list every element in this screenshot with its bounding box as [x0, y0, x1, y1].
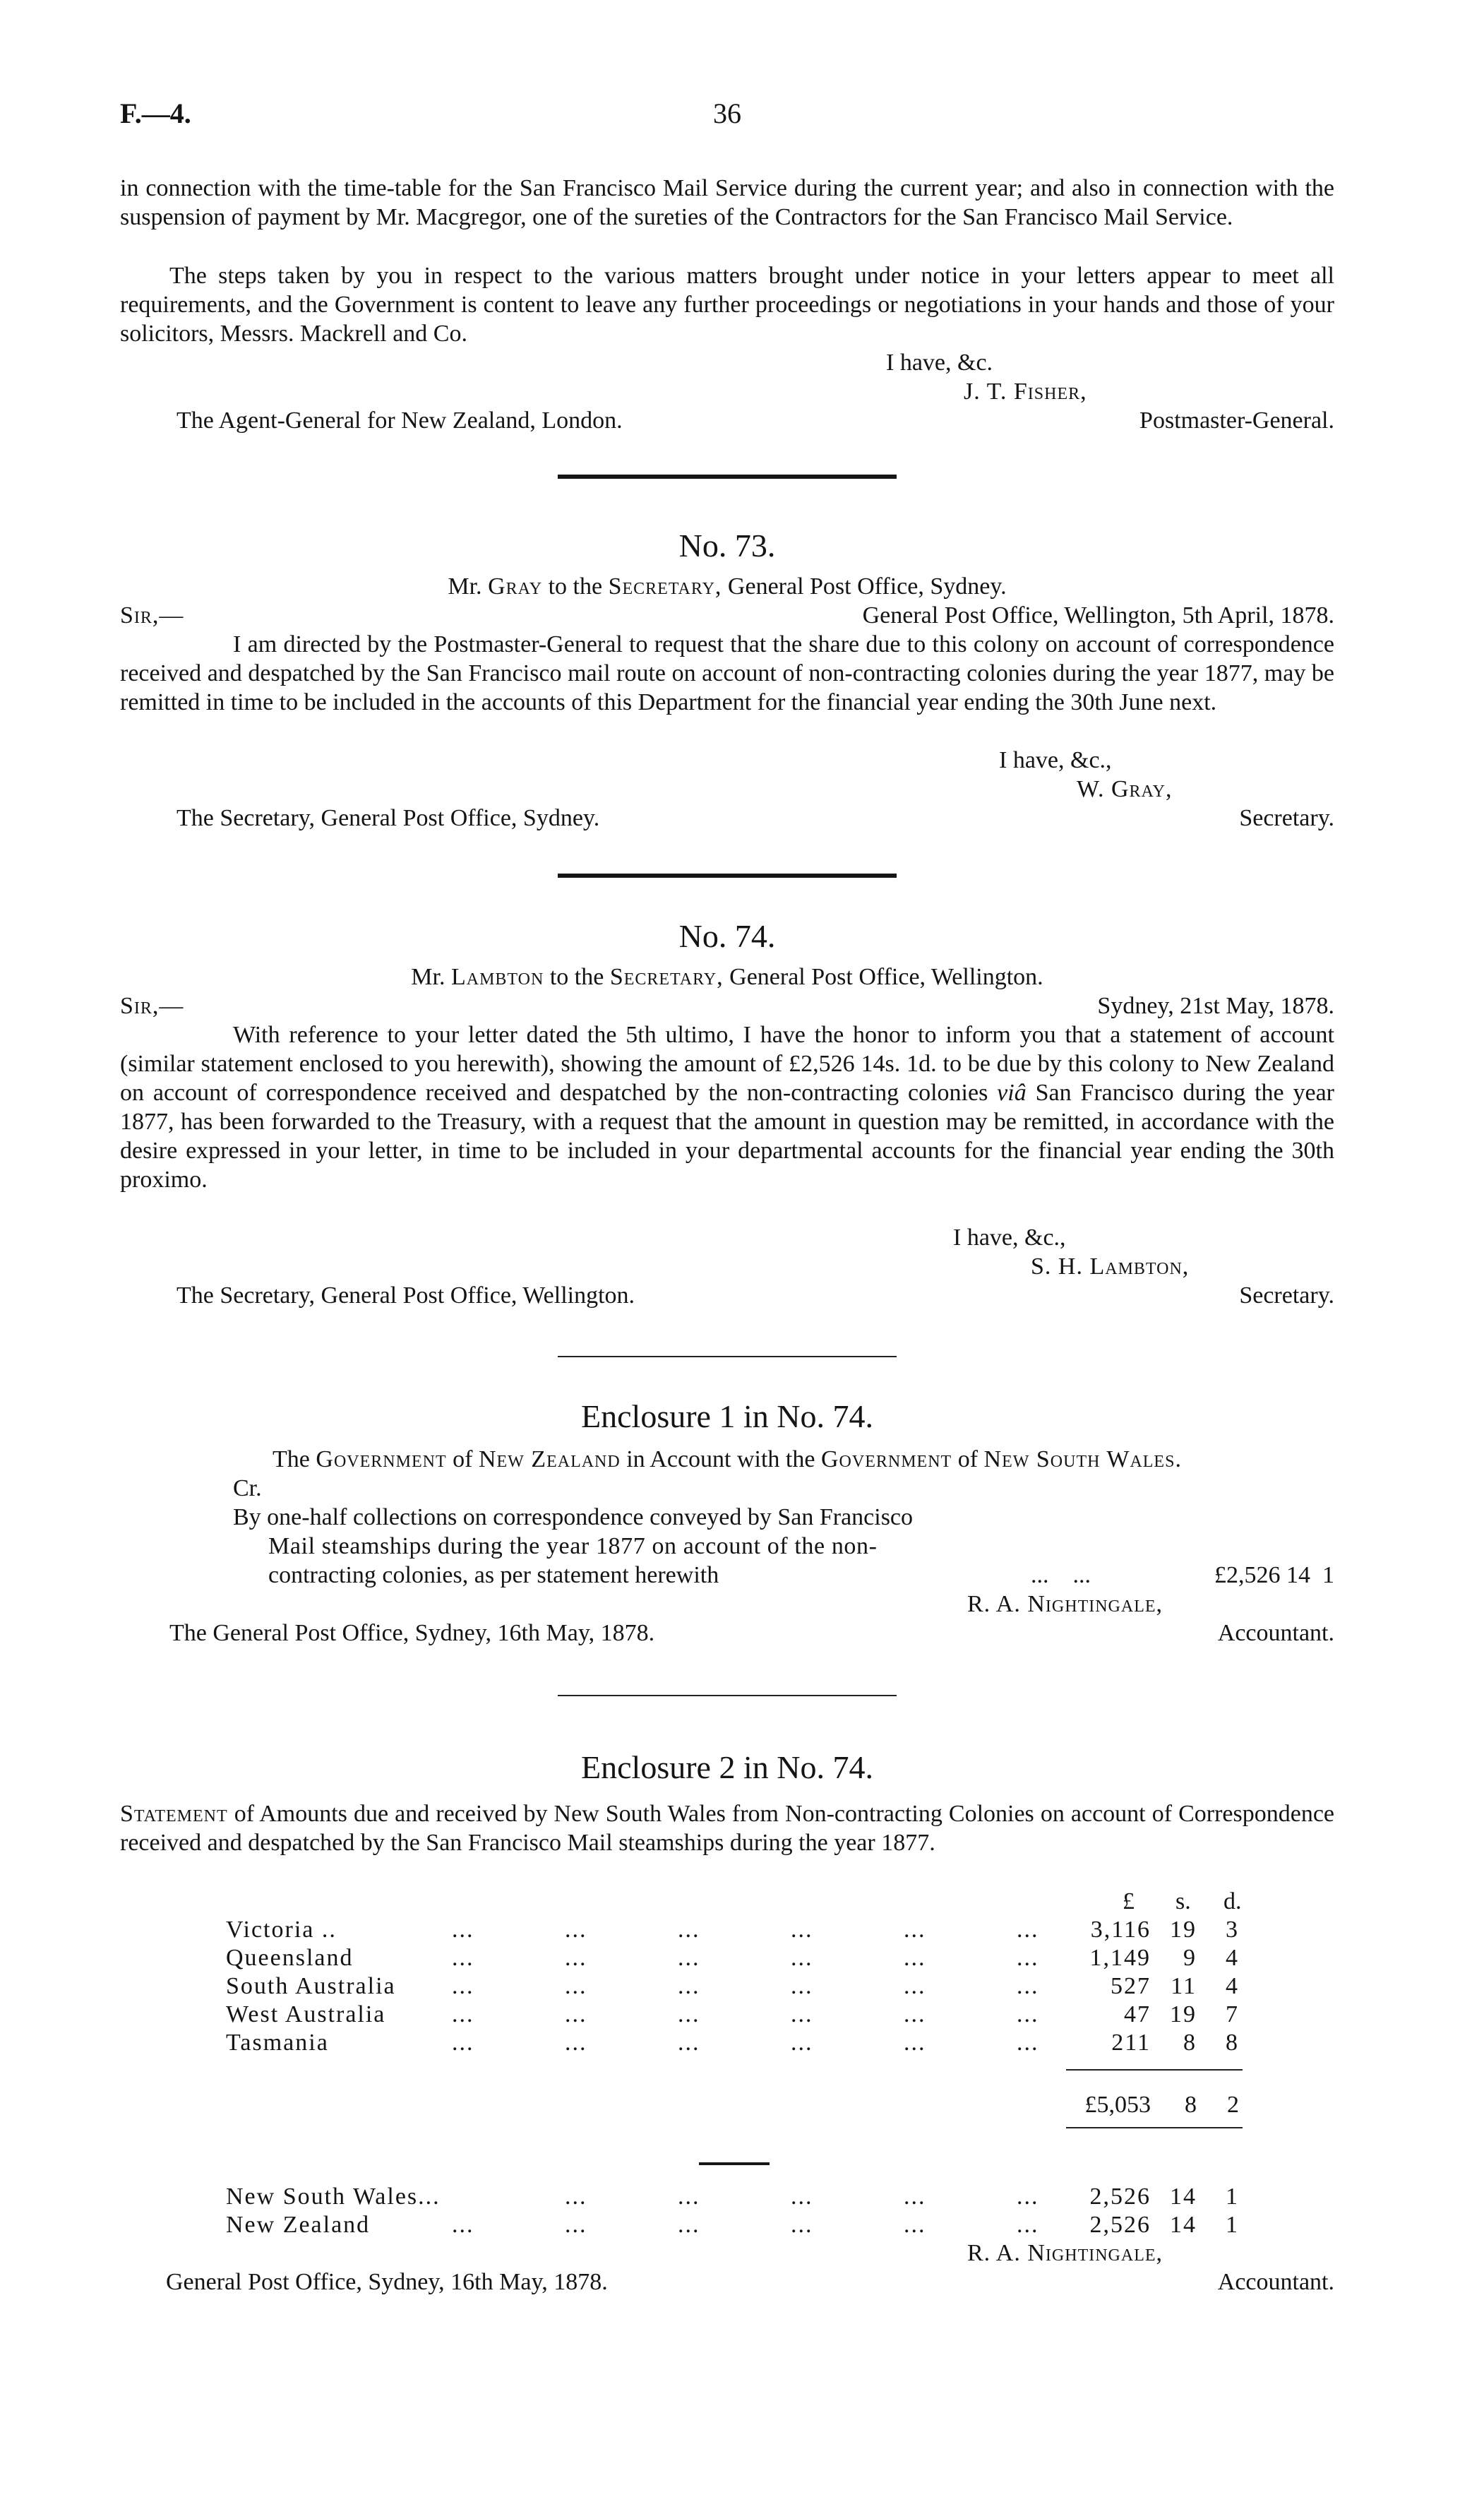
enclosure-1-title-of-2: of [957, 1446, 979, 1472]
leader-dots: ... [904, 2184, 926, 2210]
enclosure-1-title-government-2: Government [820, 1446, 952, 1472]
amount-pence: 3 [1226, 1917, 1239, 1943]
column-header-pounds: £ [1123, 1888, 1135, 1914]
table-row [120, 1972, 1334, 2001]
enclosure-1-title: Accountant. [1217, 1620, 1334, 1646]
amount-shillings: 14 [1170, 2212, 1197, 2238]
enclosure-1-place-date: The General Post Office, Sydney, 16th May, 1878. [169, 1620, 655, 1646]
enclosure-1-account-title [120, 1445, 1334, 1474]
amount-pounds: 1,149 [1089, 1945, 1151, 1971]
amount-shillings: 14 [1170, 2184, 1197, 2210]
continuation-signature: J. T. Fisher, [964, 379, 1087, 405]
leader-dots: ... [1017, 2001, 1039, 2027]
enclosure-2-intro-lead: Statement [120, 1801, 228, 1827]
letter-74-to-name: Secretary, [609, 964, 724, 990]
table-row [120, 2210, 1334, 2239]
enclosure-2-heading: Enclosure 2 in No. 74. [581, 1749, 873, 1785]
leader-dots: ... [565, 2001, 587, 2027]
amount-pounds: 47 [1124, 2001, 1151, 2027]
leader-dots: ... [904, 1917, 926, 1943]
amount-pence: 4 [1226, 1945, 1239, 1971]
leader-dots: ... [904, 2212, 926, 2238]
amount-shillings: 8 [1183, 2030, 1197, 2056]
amount-pounds: 527 [1111, 1973, 1151, 1999]
letter-73-from-name: Gray [488, 573, 543, 600]
letter-74-body-part-2: San Francisco during the year 1877, has been forwarded to the Treasury, with a request that the amount in question may be remitted, in accordance with the desire expressed in your letter, in time to be included in your departmental accounts for the financial year ending the 30th proximo. [120, 1080, 1334, 1193]
colony-name: Queensland [226, 1945, 354, 1971]
continuation-closing: I have, &c. [886, 350, 993, 376]
column-header-shillings: s. [1175, 1888, 1191, 1914]
letter-74-closing: I have, &c., [953, 1225, 1066, 1251]
column-header-pence: d. [1223, 1888, 1242, 1914]
colony-name: New South Wales... [226, 2184, 441, 2210]
leader-dots: ... [1017, 1945, 1039, 1971]
total-pounds: £5,053 [1084, 2092, 1151, 2118]
letter-73-signature: W. Gray, [1077, 776, 1173, 802]
letter-74-body-part-1: With reference to your letter dated the 5th ultimo, I have the honor to inform you that a statement of account (similar statement enclosed to you herewith), showing the amount of £2,526 14s. 1d. to be due by this colony to New Zealand on account of correspondence received and despatched by the non-contracting colonies [120, 1022, 1334, 1106]
total-row [120, 2090, 1334, 2119]
enclosure-1-item-amount: £2,526 14 1 [1214, 1562, 1334, 1588]
leader-dots: ... [1017, 2184, 1039, 2210]
continuation-addressee: The Agent-General for New Zealand, London. [176, 407, 623, 434]
section-divider [558, 1695, 897, 1696]
leader-dots: ... [791, 2184, 813, 2210]
total-rule-top [1066, 2069, 1243, 2071]
amount-pounds: 2,526 [1089, 2212, 1151, 2238]
letter-74-to-word: to the [549, 964, 604, 990]
leader-dots: ... [904, 1973, 926, 1999]
leader-dots: ... [904, 2030, 926, 2056]
leader-dots: ... [791, 2001, 813, 2027]
amount-pence: 1 [1226, 2184, 1239, 2210]
amount-pounds: 2,526 [1089, 2184, 1151, 2210]
letter-73-closing: I have, &c., [999, 747, 1112, 773]
amount-shillings: 19 [1170, 2001, 1197, 2027]
leader-dots: ... [565, 2184, 587, 2210]
section-divider [558, 1356, 897, 1357]
amount-pence: 7 [1226, 2001, 1239, 2027]
letter-74-signature: S. H. Lambton, [1031, 1253, 1190, 1280]
section-divider [558, 874, 897, 878]
leader-dots: ... [452, 2030, 474, 2056]
amount-pounds: 211 [1111, 2030, 1151, 2056]
leader-dots: ... [565, 1973, 587, 1999]
enclosure-2-column-headers [120, 1887, 1334, 1916]
leader-dots: ... [678, 2184, 700, 2210]
amount-shillings: 19 [1170, 1917, 1197, 1943]
enclosure-1-title-of-1: of [453, 1446, 473, 1472]
letter-73-to-name: Secretary, [608, 573, 722, 600]
amount-pence: 4 [1226, 1973, 1239, 1999]
letter-74-body-via: viâ [997, 1080, 1027, 1106]
leader-dots: ... [452, 1945, 474, 1971]
leader-dots: ... [678, 2212, 700, 2238]
enclosure-2-place-date: General Post Office, Sydney, 16th May, 1878. [166, 2269, 608, 2295]
enclosure-2-signature: R. A. Nightingale, [967, 2240, 1163, 2266]
letter-74-to-place: General Post Office, Wellington. [729, 964, 1043, 990]
total-pence: 2 [1227, 2092, 1239, 2118]
enclosure-1-title-the: The [273, 1446, 310, 1472]
leader-dots: ... [1017, 1973, 1039, 1999]
leader-dots: ... [1017, 2212, 1039, 2238]
leader-dots: ... [452, 1973, 474, 1999]
leader-dots: ... [791, 2030, 813, 2056]
leader-dots: ... [791, 1945, 813, 1971]
table-row [120, 2028, 1334, 2057]
letter-74-addressee: The Secretary, General Post Office, Wellington. [176, 1282, 635, 1309]
letter-73-to-place: General Post Office, Sydney. [727, 573, 1007, 600]
letter-74-route [120, 963, 1334, 991]
colony-name: South Australia [226, 1973, 396, 1999]
colony-name: Victoria .. [226, 1917, 337, 1943]
split-divider [699, 2162, 770, 2165]
leader-dots: ... [1017, 2030, 1039, 2056]
leader-dots: ... [565, 2212, 587, 2238]
enclosure-2-intro-rest: of Amounts due and received by New South Wales from Non-contracting Colonies on account of Correspondence received and despatched by the San Francisco Mail steamships during the year 1877. [120, 1801, 1334, 1856]
enclosure-1-item-line-3: contracting colonies, as per statement herewith [268, 1562, 719, 1588]
leader-dots: ... [452, 1917, 474, 1943]
leader-dots: ... [904, 1945, 926, 1971]
leader-dots: ... [678, 2030, 700, 2056]
leader-dots: ... [791, 1973, 813, 1999]
leader-dots: ... [452, 2212, 474, 2238]
leader-dots: ... [565, 1945, 587, 1971]
colony-name: New Zealand [226, 2212, 371, 2238]
letter-73-body: I am directed by the Postmaster-General to request that the share due to this colony on account of correspondence received and despatched by the San Francisco mail route on account of non-contracting colonies during the year 1877, may be remitted in time to be included in the accounts of this Department for the financial year ending the 30th June next. [120, 631, 1334, 715]
letter-73-salutation: Sir,— [120, 602, 184, 629]
continuation-paragraph-1: in connection with the time-table for the San Francisco Mail Service during the current year; and also in connection with the suspension of payment by Mr. Macgregor, one of the sureties of the Contractors for the San Francisco Mail Service. [120, 175, 1334, 230]
amount-pence: 8 [1226, 2030, 1239, 2056]
enclosure-1-item-dots: ... ... [1031, 1562, 1091, 1588]
colony-name: Tasmania [226, 2030, 329, 2056]
enclosure-1-title-nsw: New South Wales. [983, 1446, 1182, 1472]
enclosure-1-signature: R. A. Nightingale, [967, 1591, 1163, 1617]
enclosure-1-heading: Enclosure 1 in No. 74. [581, 1398, 873, 1434]
letter-73-dateline: General Post Office, Wellington, 5th April, 1878. [862, 602, 1334, 629]
table-row [120, 2000, 1334, 2029]
letter-74-title: Secretary. [1239, 1282, 1334, 1309]
leader-dots: ... [565, 1917, 587, 1943]
document-reference: F.—4. [120, 97, 191, 129]
letter-74-heading: No. 74. [678, 918, 776, 954]
letter-73-route [120, 572, 1334, 601]
letter-73-addressee: The Secretary, General Post Office, Sydney. [176, 805, 600, 831]
leader-dots: ... [791, 1917, 813, 1943]
amount-pounds: 3,116 [1090, 1917, 1151, 1943]
colony-name: West Australia [226, 2001, 386, 2027]
letter-73-from-prefix: Mr. [448, 573, 482, 600]
amount-shillings: 11 [1171, 1973, 1197, 1999]
page-number: 36 [713, 97, 741, 129]
table-row [120, 1943, 1334, 1972]
leader-dots: ... [1017, 1917, 1039, 1943]
letter-73-title: Secretary. [1239, 805, 1334, 831]
total-shillings: 8 [1185, 2092, 1197, 2118]
enclosure-2-title: Accountant. [1217, 2269, 1334, 2295]
table-row [120, 1915, 1334, 1944]
letter-73-heading: No. 73. [678, 528, 776, 564]
document-page [120, 0, 1334, 2502]
leader-dots: ... [678, 1945, 700, 1971]
letter-74-salutation: Sir,— [120, 993, 184, 1019]
total-rule-bottom [1066, 2127, 1243, 2128]
continuation-paragraph-2: The steps taken by you in respect to the various matters brought under notice in your letters appear to meet all requirements, and the Government is content to leave any further proceedings or negotiations in your hands and those of your solicitors, Messrs. Mackrell and Co. [120, 263, 1334, 347]
enclosure-1-item-line-2: Mail steamships during the year 1877 on account of the non- [268, 1533, 878, 1559]
enclosure-2-intro [120, 1799, 1334, 1857]
table-row [120, 2182, 1334, 2211]
section-divider [558, 475, 897, 479]
enclosure-1-credit-label: Cr. [233, 1475, 262, 1501]
letter-74-from-prefix: Mr. [411, 964, 445, 990]
leader-dots: ... [678, 1973, 700, 1999]
letter-74-body [120, 1020, 1334, 1194]
leader-dots: ... [904, 2001, 926, 2027]
leader-dots: ... [678, 1917, 700, 1943]
enclosure-1-title-in-account: in Account with the [626, 1446, 815, 1472]
letter-73-to-word: to the [548, 573, 603, 600]
enclosure-1-title-new-zealand: New Zealand [478, 1446, 621, 1472]
continuation-title: Postmaster-General. [1139, 407, 1334, 434]
amount-pence: 1 [1226, 2212, 1239, 2238]
letter-74-from-name: Lambton [450, 964, 544, 990]
leader-dots: ... [452, 2001, 474, 2027]
enclosure-1-title-government-1: Government [316, 1446, 447, 1472]
amount-shillings: 9 [1183, 1945, 1197, 1971]
enclosure-1-item-line-1: By one-half collections on correspondence conveyed by San Francisco [233, 1504, 914, 1530]
leader-dots: ... [791, 2212, 813, 2238]
leader-dots: ... [565, 2030, 587, 2056]
letter-74-dateline: Sydney, 21st May, 1878. [1097, 993, 1334, 1019]
leader-dots: ... [678, 2001, 700, 2027]
